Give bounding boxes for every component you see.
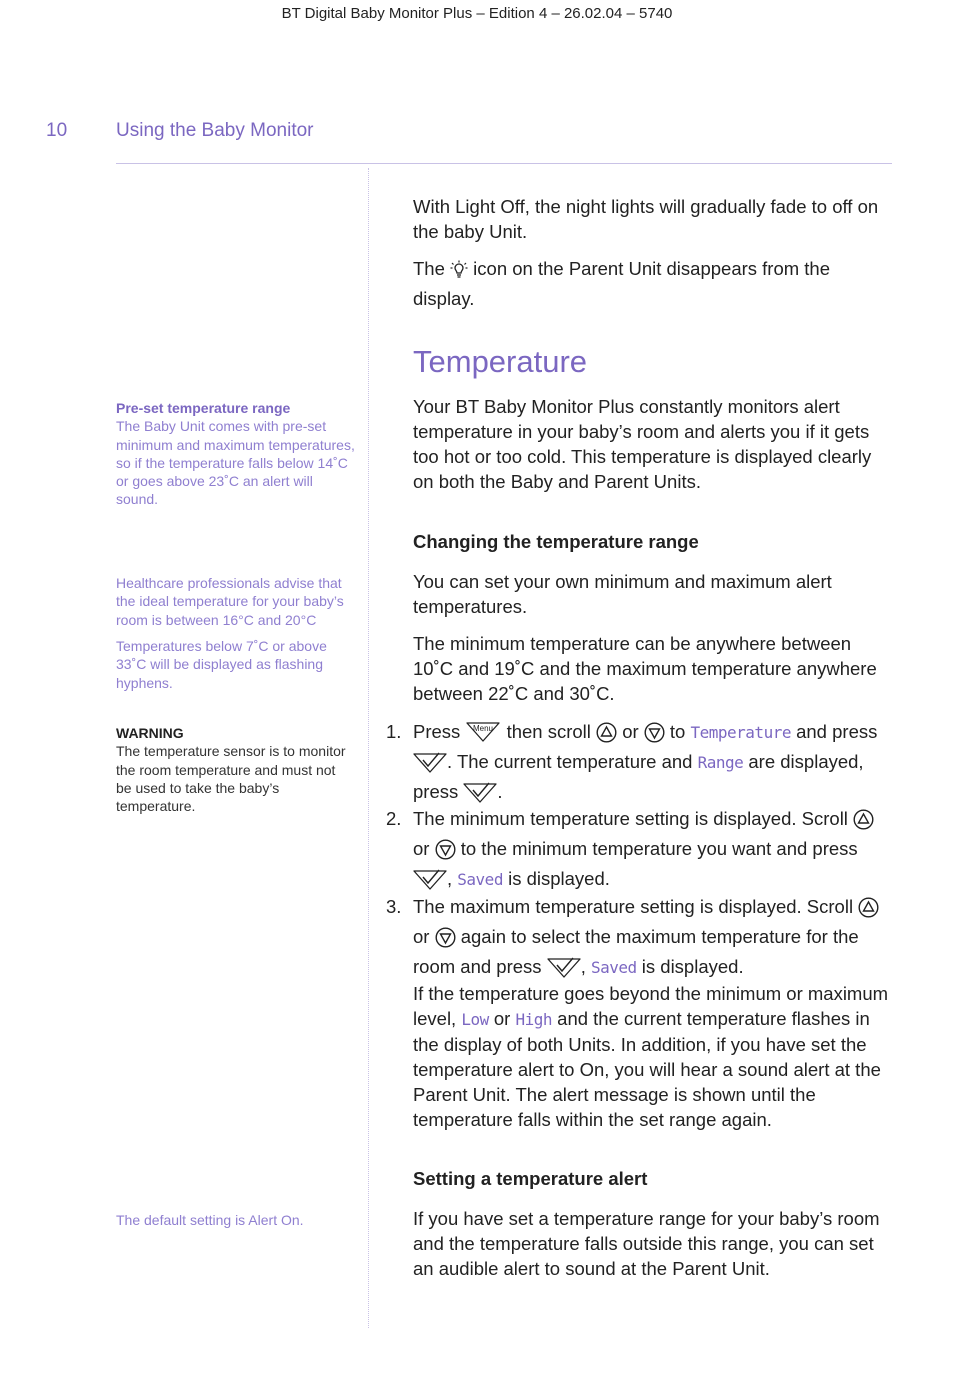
step-number: 1.: [386, 721, 402, 742]
menu-button-icon: [465, 721, 501, 749]
document-header: BT Digital Baby Monitor Plus – Edition 4 – 26.02.04 – 5740: [281, 5, 673, 22]
lcd-temperature: Temperature: [690, 723, 791, 742]
scroll-down-icon: [435, 927, 456, 954]
warning-heading: WARNING: [116, 725, 184, 741]
temperature-intro: Your BT Baby Monitor Plus constantly monitors alert temperature in your baby’s room and alerts you if it gets too hot or too cold. This temperature is displayed clearly on both the Baby and Parent Units.: [413, 396, 872, 492]
preset-range-body: The Baby Unit comes with pre-set minimum and maximum temperatures, so if the temperature falls below 14˚C or goes above 23˚C an alert will sound.: [116, 418, 355, 508]
lcd-low: Low: [461, 1010, 489, 1029]
step-2: 2. The minimum temperature setting is displayed. Scroll or to the minimum temperature you want and press , Saved is displayed.: [413, 806, 893, 896]
beyond-range-paragraph: If the temperature goes beyond the minimum or maximum level, Low or High and the current temperature flashes in the display of both Units. In addition, if you have set the temperature alert to On, you will hear a sound alert at the Parent Unit. The alert message is shown until the temperature falls within the set range again.: [413, 983, 889, 1130]
temperature-heading: Temperature: [413, 344, 588, 379]
section-title: Using the Baby Monitor: [116, 120, 314, 141]
step-3: 3. The maximum temperature setting is displayed. Scroll or again to select the maximum temperature for the room and press , Saved is displayed.: [413, 894, 893, 984]
scroll-up-icon: [853, 809, 874, 836]
warning-note: [116, 724, 346, 815]
range-paragraph-2: The minimum temperature can be anywhere between 10˚C and 19˚C and the maximum temperature anywhere between 22˚C and 30˚C.: [413, 633, 877, 704]
header-divider: [116, 163, 892, 164]
step-1: 1. Press Menu then scroll or to Temperature and press . The current temperature and Range are displayed, press .: [413, 719, 893, 809]
night-light-icon: [450, 260, 468, 286]
light-off-paragraph: With Light Off, the night lights will gradually fade to off on the baby Unit.: [413, 196, 879, 242]
step-number: 2.: [386, 808, 402, 829]
preset-range-note: [116, 399, 356, 509]
lcd-range: Range: [697, 753, 744, 772]
svg-text:Menu: Menu: [473, 724, 494, 733]
step-number: 3.: [386, 896, 402, 917]
default-setting-note: The default setting is Alert On.: [116, 1212, 304, 1228]
temperature-alert-subheading: Setting a temperature alert: [413, 1168, 648, 1189]
lcd-saved: Saved: [590, 958, 637, 977]
healthcare-note-text: Healthcare professionals advise that the ideal temperature for your baby’s room is between 16°C and 20°C: [116, 575, 344, 628]
column-divider: [368, 168, 369, 1328]
ok-check-icon: [547, 956, 581, 984]
ok-check-icon: [413, 751, 447, 779]
warning-body: The temperature sensor is to monitor the room temperature and must not be used to take the baby’s temperature.: [116, 743, 346, 815]
scroll-down-icon: [644, 722, 665, 749]
scroll-up-icon: [596, 722, 617, 749]
lcd-high: High: [515, 1010, 553, 1029]
ok-check-icon: [463, 781, 497, 809]
healthcare-note: [116, 574, 356, 629]
range-paragraph-1: You can set your own minimum and maximum alert temperatures.: [413, 571, 832, 617]
temperature-alert-paragraph: If you have set a temperature range for your baby’s room and the temperature falls outside this range, you can set an audible alert to sound at the Parent Unit.: [413, 1208, 880, 1279]
flashing-hyphens-text: Temperatures below 7˚C or above 33˚C will be displayed as flashing hyphens.: [116, 638, 327, 691]
preset-range-heading: Pre-set temperature range: [116, 400, 291, 416]
page-number: 10: [46, 120, 68, 141]
scroll-up-icon: [858, 897, 879, 924]
ok-check-icon: [413, 868, 447, 896]
scroll-down-icon: [435, 839, 456, 866]
lcd-saved: Saved: [457, 870, 503, 889]
light-icon-paragraph: The icon on the Parent Unit disappears from the display.: [413, 258, 831, 309]
changing-range-subheading: Changing the temperature range: [413, 531, 699, 552]
flashing-hyphens-note: [116, 637, 356, 692]
